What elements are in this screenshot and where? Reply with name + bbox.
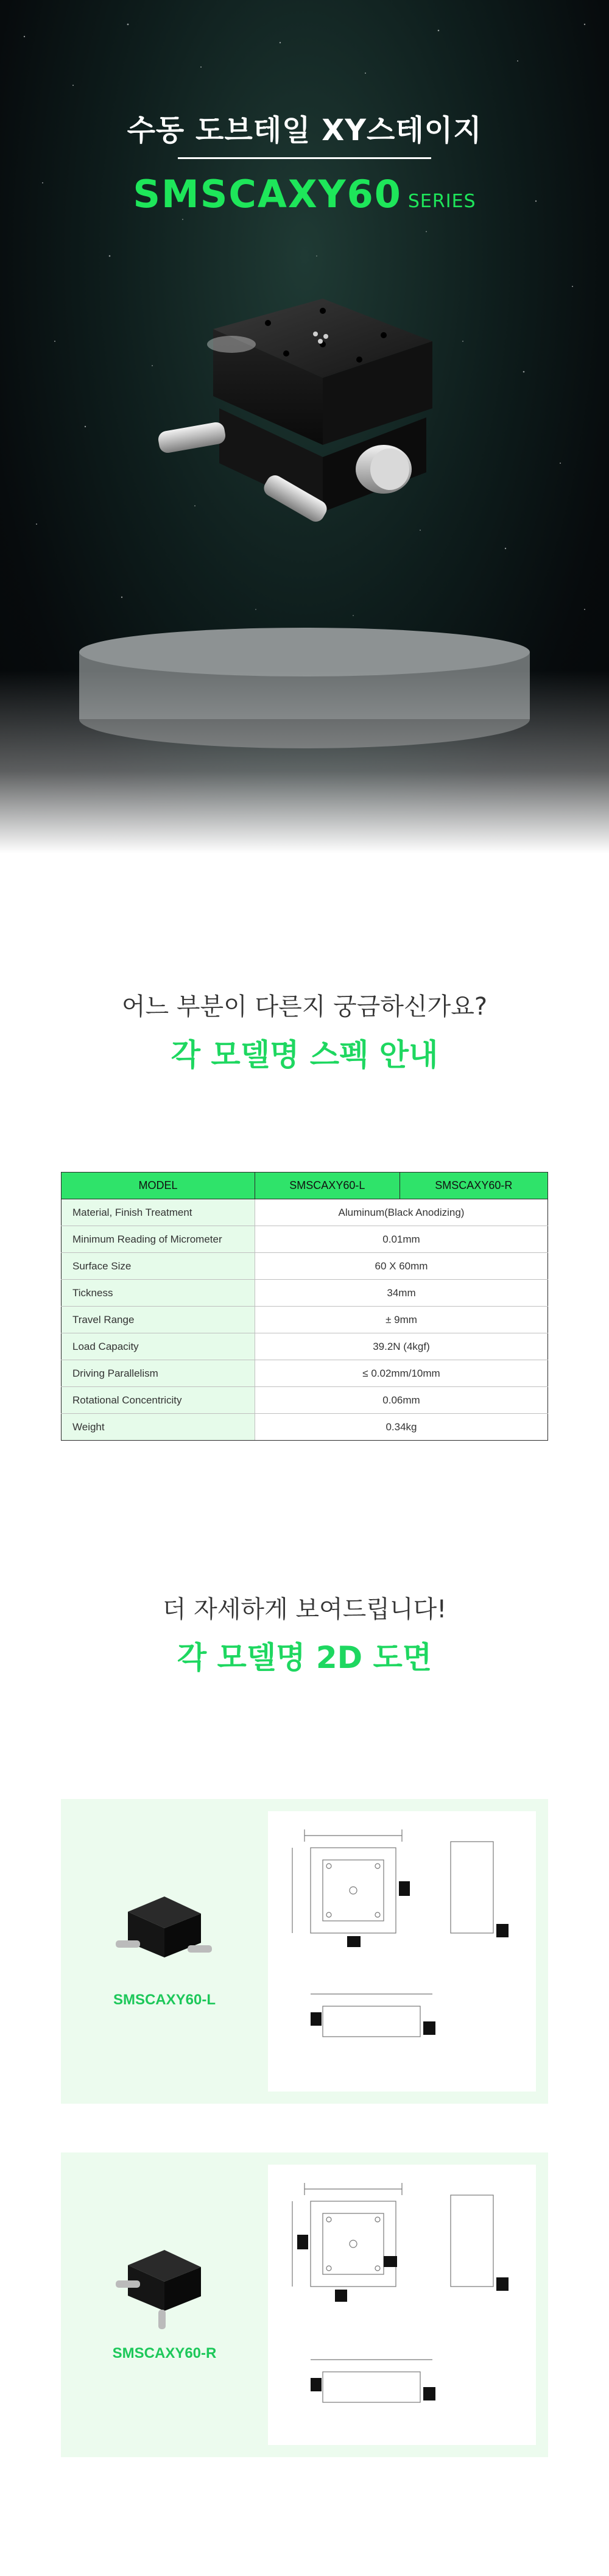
table-row <box>62 1226 548 1253</box>
xy-stage-product-image <box>140 286 469 603</box>
table-row <box>62 1253 548 1280</box>
spec-label: Surface Size <box>62 1253 255 1280</box>
spec-section-header <box>0 987 609 1074</box>
drawing-heading: 각 모델명 2D 도면 <box>177 1640 432 1675</box>
drawing-card-l <box>61 1799 548 2104</box>
spec-header-r: SMSCAXY60-R <box>400 1173 547 1199</box>
hero-fog-overlay <box>0 670 609 853</box>
table-row <box>62 1280 548 1307</box>
spec-value: 34mm <box>255 1280 548 1307</box>
drawing-card-r <box>61 2152 548 2457</box>
spec-table-header-row <box>62 1173 548 1199</box>
page-bottom-spacer <box>0 2457 609 2564</box>
table-row <box>62 1414 548 1441</box>
spec-label: Load Capacity <box>62 1333 255 1360</box>
hero-divider <box>178 157 431 159</box>
spec-label: Material, Finish Treatment <box>62 1199 255 1226</box>
hero-subtitle <box>0 172 609 216</box>
spec-value: ≤ 0.02mm/10mm <box>255 1360 548 1387</box>
spec-value: 0.34kg <box>255 1414 548 1441</box>
hero-series-label: SERIES <box>407 191 476 212</box>
technical-drawing-l <box>268 1811 536 2092</box>
spec-value: 0.01mm <box>255 1226 548 1253</box>
product-thumbnail <box>116 2238 213 2329</box>
card-left-panel <box>61 1799 268 2104</box>
cad-drawing <box>268 2165 536 2445</box>
spec-header-model: MODEL <box>62 1173 255 1199</box>
spec-label: Minimum Reading of Micrometer <box>62 1226 255 1253</box>
spec-value: 39.2N (4kgf) <box>255 1333 548 1360</box>
cad-drawing <box>268 1811 536 2092</box>
spec-label: Travel Range <box>62 1307 255 1333</box>
table-row <box>62 1307 548 1333</box>
table-row <box>62 1387 548 1414</box>
hero-title: 수동 도브테일 XY스테이지 <box>127 113 482 147</box>
card-model-label: SMSCAXY60-L <box>113 1992 216 2008</box>
spec-question: 어느 부분이 다른지 궁금하신가요? <box>121 993 488 1021</box>
spec-value: 0.06mm <box>255 1387 548 1414</box>
card-left-panel <box>61 2152 268 2457</box>
spec-header-l: SMSCAXY60-L <box>255 1173 400 1199</box>
spec-table <box>61 1172 548 1441</box>
spec-label: Weight <box>62 1414 255 1441</box>
card-model-label: SMSCAXY60-R <box>112 2345 217 2361</box>
hero-section <box>0 0 609 853</box>
spec-label: Tickness <box>62 1280 255 1307</box>
table-row <box>62 1360 548 1387</box>
spec-heading: 각 모델명 스펙 안내 <box>171 1037 438 1073</box>
hero-model-name: SMSCAXY60 <box>133 172 402 216</box>
spec-value: Aluminum(Black Anodizing) <box>255 1199 548 1226</box>
spec-value: ± 9mm <box>255 1307 548 1333</box>
drawing-section-header <box>0 1590 609 1677</box>
table-row <box>62 1199 548 1226</box>
spec-label: Rotational Concentricity <box>62 1387 255 1414</box>
spec-label: Driving Parallelism <box>62 1360 255 1387</box>
technical-drawing-r <box>268 2165 536 2445</box>
product-thumbnail <box>116 1884 213 1976</box>
spec-value: 60 X 60mm <box>255 1253 548 1280</box>
table-row <box>62 1333 548 1360</box>
drawing-question: 더 자세하게 보여드립니다! <box>162 1595 447 1623</box>
spec-table-wrapper <box>0 1172 609 1441</box>
